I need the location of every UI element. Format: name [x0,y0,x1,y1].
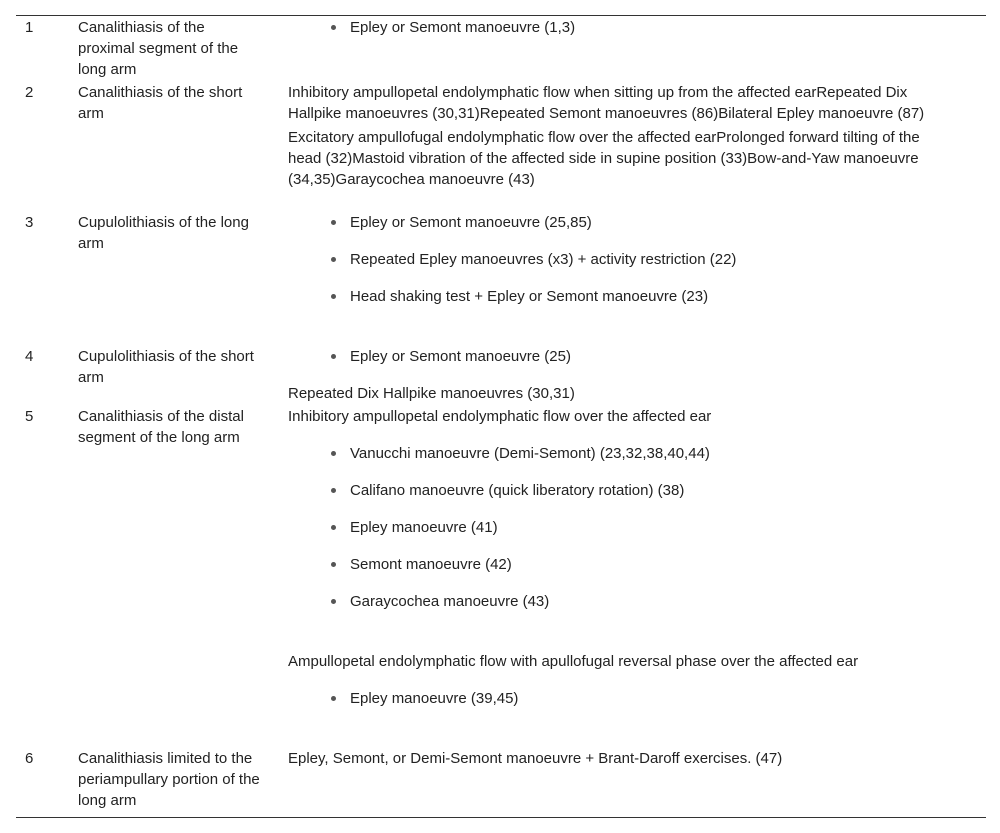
row-classification: Cupulolithiasis of the short arm [78,348,254,386]
treatment-bullet: Epley or Semont manoeuvre (25,85) [288,212,956,233]
row-treatment [288,406,956,725]
treatment-bullet: Epley or Semont manoeuvre (25) [288,346,956,367]
row-classification: Canalithiasis of the short arm [78,84,243,122]
treatment-bullet: Semont manoeuvre (42) [288,554,956,575]
row-classification: Canalithiasis limited to the periampullary portion of the long arm [78,750,260,809]
treatment-paragraph: Repeated Dix Hallpike manoeuvres (30,31) [288,385,575,402]
treatment-bullet: Epley manoeuvre (41) [288,517,956,538]
row-treatment [288,17,956,54]
treatment-bullet: Head shaking test + Epley or Semont manoeuvre (23) [288,286,956,307]
row-treatment [288,212,956,323]
row-classification: Cupulolithiasis of the long arm [78,214,249,252]
treatment-bullet: Califano manoeuvre (quick liberatory rotation) (38) [288,480,956,501]
row-number: 5 [25,408,34,425]
treatment-bullet: Vanucchi manoeuvre (Demi-Semont) (23,32,38,40,44) [288,443,956,464]
treatment-paragraph: Inhibitory ampullopetal endolymphatic flow when sitting up from the affected earRepeated Dix Hallpike manoeuvres (30,31)Repeated Semont manoeuvres (86)Bilateral Epley manoeuvre (87) [288,84,925,122]
treatment-paragraph: Excitatory ampullofugal endolymphatic flow over the affected earProlonged forward tilting of the head (32)Mastoid vibration of the affected side in supine position (33)Bow-and-Yaw manoeuvre (34,35)Garaycochea manoeuvre (43) [288,129,920,188]
row-number: 4 [25,348,34,365]
row-number: 1 [25,19,34,36]
treatment-bullet: Repeated Epley manoeuvres (x3) + activity restriction (22) [288,249,956,270]
row-treatment [288,82,956,193]
row-classification: Canalithiasis of the distal segment of the long arm [78,408,244,446]
row-number: 3 [25,214,34,231]
treatment-bullet: Epley or Semont manoeuvre (1,3) [288,17,956,38]
row-number: 6 [25,750,34,767]
row-number: 2 [25,84,34,101]
row-treatment: Epley, Semont, or Demi-Semont manoeuvre + Brant-Daroff exercises. (47) [288,750,783,767]
row-treatment [288,346,956,407]
treatment-bullet: Epley manoeuvre (39,45) [288,688,956,709]
treatment-bullet: Garaycochea manoeuvre (43) [288,591,956,612]
table-top-rule [16,15,986,16]
treatment-paragraph: Ampullopetal endolymphatic flow with apullofugal reversal phase over the affected ear [288,653,859,670]
row-classification: Canalithiasis of the proximal segment of the long arm [78,19,239,78]
table-bottom-rule [16,817,986,818]
treatment-paragraph: Inhibitory ampullopetal endolymphatic flow over the affected ear [288,408,712,425]
